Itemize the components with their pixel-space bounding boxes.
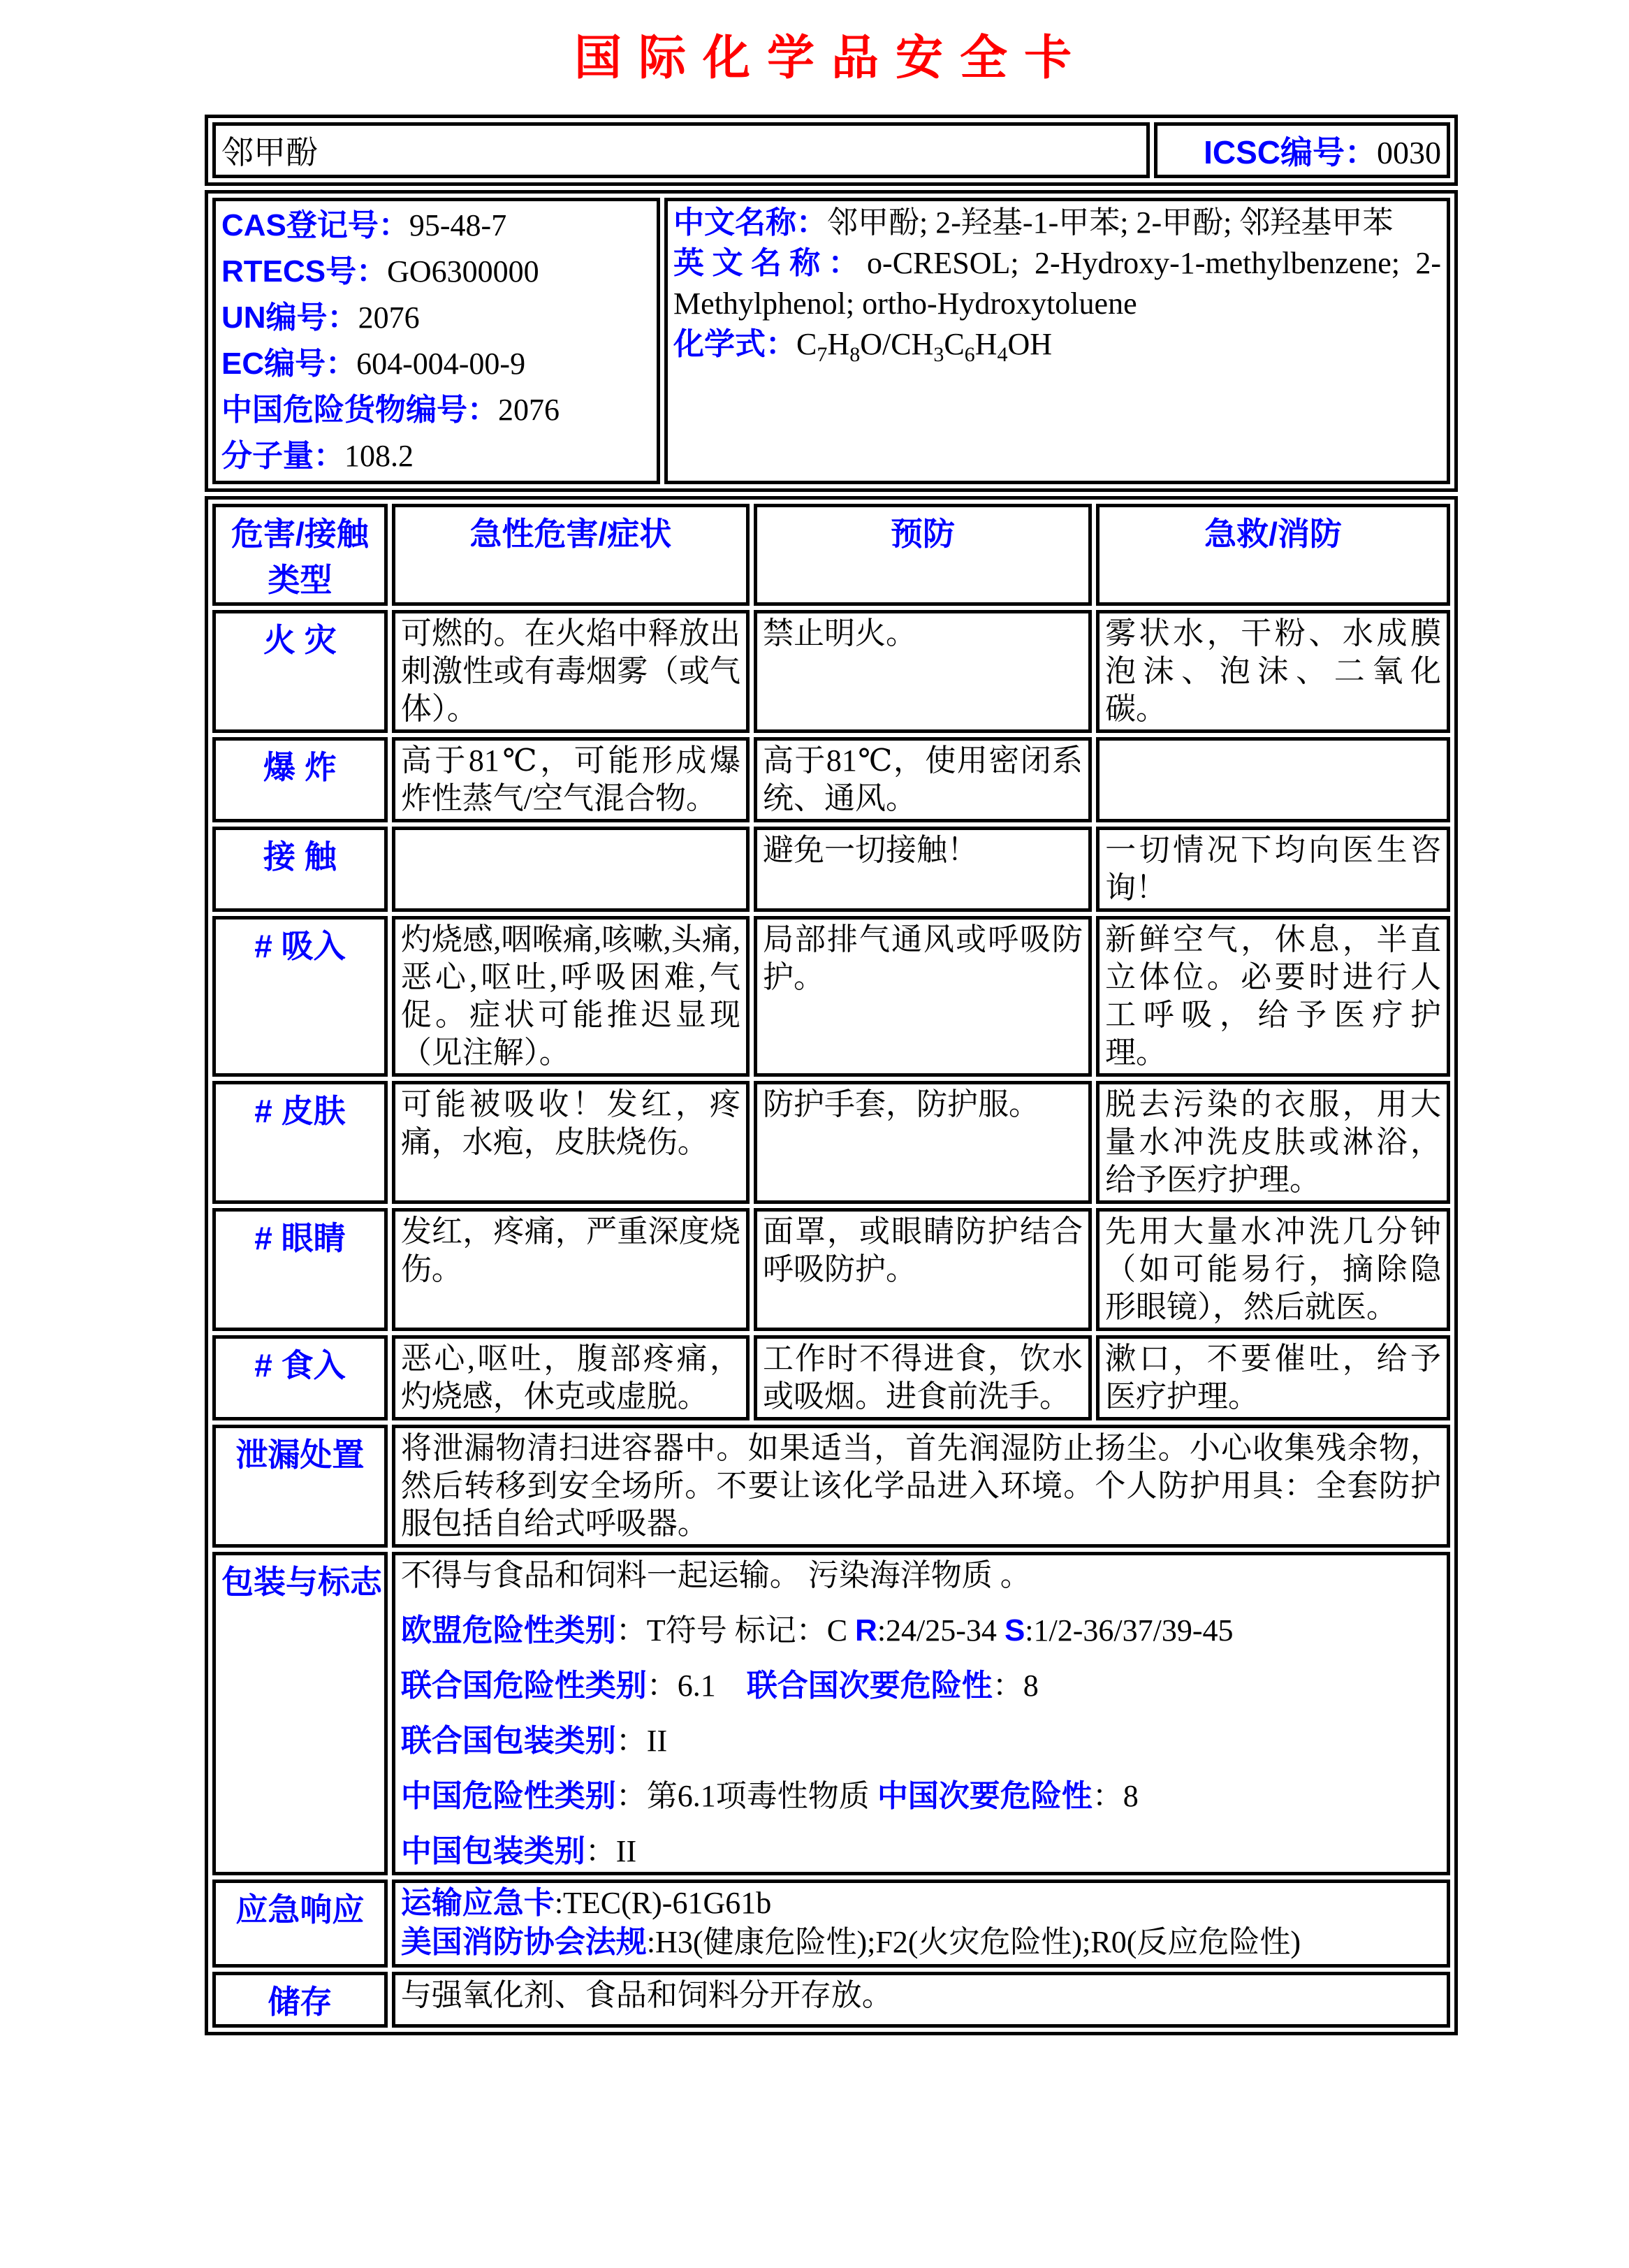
hazard-prevention-cell: 避免一切接触！ [754,827,1092,912]
english-name-line [673,243,1441,324]
field-value: :TEC(R)-61G61b [554,1886,772,1920]
field-value: 将泄漏物清扫进容器中。如果适当，首先润湿防止扬尘。小心收集残余物，然后转移到安全场所。不要让该化学品进入环境。个人防护用具：全套防护服包括自给式呼吸器。 [400,1431,1441,1541]
field-label: S [1004,1613,1025,1648]
registry-value: 108.2 [344,439,414,473]
hazard-prevention-cell: 禁止明火。 [754,610,1092,733]
field-value: C [944,327,965,361]
names-cell [664,198,1450,484]
hazard-firstaid-cell [1096,737,1450,822]
text-line [401,1833,1441,1870]
text-line [401,1884,1441,1922]
header-table [205,115,1458,186]
registry-label: RTECS号： [221,254,388,289]
icsc-number: 0030 [1377,135,1441,170]
field-value: 4 [997,342,1008,366]
field-label: 联合国包装类别 [400,1724,616,1758]
hazard-type-cell: 爆 炸 [212,737,388,822]
hazard-header-row [212,504,1450,606]
chinese-name-line [673,203,1441,243]
hazard-type-cell: 火 灾 [212,610,388,733]
text-line [401,1430,1441,1543]
hazard-row [212,1081,1450,1204]
field-label: 英文名称： [673,246,868,280]
field-value: 邻甲酚; 2-羟基-1-甲苯; 2-甲酚; 邻羟基甲苯 [827,205,1394,240]
registry-label: UN编号： [221,300,358,335]
field-value: ：T符号 标记：C [615,1613,856,1648]
hazard-prevention-cell: 高于81℃，使用密闭系统、通风。 [754,737,1092,822]
registry-line [221,387,651,433]
icsc-label: ICSC编号： [1204,134,1377,170]
hazard-firstaid-cell: 先用大量水冲洗几分钟（如可能易行，摘除隐形眼镜），然后就医。 [1096,1208,1450,1331]
chemical-formula-line [673,324,1441,365]
field-label: 化学式： [673,327,797,361]
hazard-symptoms-cell: 可燃的。在火焰中释放出刺激性或有毒烟雾（或气体）。 [392,610,750,733]
field-value: 6 [964,342,975,366]
hazard-row [212,610,1450,733]
hazard-row [212,1208,1450,1331]
hazard-row [212,737,1450,822]
field-label: R [855,1613,877,1648]
registry-line [221,249,651,295]
registry-line [221,341,651,387]
text-line [401,1977,1441,2014]
header-row [212,122,1450,178]
text-line [401,1722,1441,1760]
hazard-firstaid-cell: 新鲜空气，休息，半直立体位。必要时进行人工呼吸，给予医疗护理。 [1096,916,1450,1077]
field-label: 联合国危险性类别 [400,1669,647,1703]
packaging-label: 包装与标志 [212,1552,388,1875]
field-value: H [827,327,850,361]
hazard-symptoms-cell: 高于81℃，可能形成爆炸性蒸气/空气混合物。 [392,737,750,822]
field-value: OH [1007,327,1053,361]
field-value: O/CH [860,327,934,361]
text-line [401,1557,1441,1594]
field-label: 中国次要危险性 [877,1779,1093,1813]
hazard-header-type: 危害/接触类型 [212,504,388,606]
hazard-type-cell: 接 触 [212,827,388,912]
hazard-type-cell: # 眼睛 [212,1208,388,1331]
text-line [401,1924,1441,1961]
field-value: 8 [849,342,861,366]
field-value: 不得与食品和饲料一起运输。 污染海洋物质 。 [400,1558,1031,1592]
registry-line [221,295,651,341]
spill-row [212,1425,1450,1548]
hazard-symptoms-cell [392,827,750,912]
field-label: 美国消防协会法规 [400,1925,647,1959]
field-value: ：第6.1项毒性物质 [615,1779,877,1813]
hazard-symptoms-cell: 可能被吸收！发红，疼痛，水疱，皮肤烧伤。 [392,1081,750,1204]
registry-label: 中国危险货物编号： [221,393,498,427]
field-label: 运输应急卡 [400,1886,555,1920]
hazard-header-symptoms: 急性危害/症状 [392,504,750,606]
hazard-row [212,916,1450,1077]
field-label: 联合国次要危险性 [746,1669,993,1703]
field-value: 7 [817,342,828,366]
hazard-type-cell: # 食入 [212,1335,388,1420]
field-value: H [974,327,998,361]
spill-content [392,1425,1450,1548]
registry-value: 2076 [498,393,560,427]
hazard-firstaid-cell: 一切情况下均向医生咨询！ [1096,827,1450,912]
field-value: ：II [615,1724,668,1758]
emergency-content [392,1880,1450,1968]
icsc-number-cell [1154,122,1450,178]
hazard-table [205,496,1458,2035]
hazard-prevention-cell: 局部排气通风或呼吸防护。 [754,916,1092,1077]
field-label: 欧盟危险性类别 [400,1613,616,1648]
emergency-label: 应急响应 [212,1880,388,1968]
hazard-symptoms-cell: 恶心,呕吐，腹部疼痛，灼烧感，休克或虚脱。 [392,1335,750,1420]
hazard-prevention-cell: 面罩，或眼睛防护结合呼吸防护。 [754,1208,1092,1331]
registry-value: 95-48-7 [409,208,507,242]
hazard-firstaid-cell: 雾状水，干粉、水成膜泡沫、泡沫、二氧化碳。 [1096,610,1450,733]
hazard-firstaid-cell: 漱口，不要催吐，给予医疗护理。 [1096,1335,1450,1420]
spill-label: 泄漏处置 [212,1425,388,1548]
packaging-content [392,1552,1450,1875]
registry-line [221,433,651,479]
field-value: ：8 [992,1669,1039,1703]
hazard-prevention-cell: 工作时不得进食，饮水或吸烟。进食前洗手。 [754,1335,1092,1420]
registry-label: CAS登记号： [221,208,409,242]
field-label: 中国危险性类别 [400,1779,616,1813]
hazard-header-firstaid: 急救/消防 [1096,504,1450,606]
hazard-symptoms-cell: 发红，疼痛，严重深度烧伤。 [392,1208,750,1331]
page-title: 国际化学品安全卡 [574,31,1088,85]
field-value: :H3(健康危险性);F2(火灾危险性);R0(反应危险性) [646,1925,1301,1959]
hazard-type-cell: # 皮肤 [212,1081,388,1204]
field-value: o-CRESOL; 2-Hydroxy-1-methylbenzene; 2-Methylphenol; ortho-Hydroxytoluene [673,246,1442,321]
field-value: :1/2-36/37/39-45 [1025,1613,1234,1648]
registry-label: 分子量： [221,439,344,473]
field-value: ：8 [1092,1779,1139,1813]
hazard-row [212,827,1450,912]
field-value: ：6.1 [646,1669,747,1703]
field-value: 3 [933,342,944,366]
storage-label: 储存 [212,1972,388,2028]
registry-value: 2076 [358,300,420,335]
field-value: ：II [585,1834,637,1868]
safety-card-page [205,28,1458,2035]
registry-label: EC编号： [221,347,357,381]
hazard-prevention-cell: 防护手套，防护服。 [754,1081,1092,1204]
field-label: 中国包装类别 [400,1834,585,1868]
hazard-symptoms-cell: 灼烧感,咽喉痛,咳嗽,头痛,恶心,呕吐,呼吸困难,气促。症状可能推迟显现（见注解）。 [392,916,750,1077]
storage-content [392,1972,1450,2028]
emergency-row [212,1880,1450,1968]
field-label: 中文名称： [673,205,828,240]
identity-table [205,190,1458,492]
field-value: :24/25-34 [877,1613,1005,1648]
hazard-row [212,1335,1450,1420]
text-line [401,1667,1441,1705]
field-value: C [796,327,817,361]
packaging-row [212,1552,1450,1875]
hazard-firstaid-cell: 脱去污染的衣服，用大量水冲洗皮肤或淋浴，给予医疗护理。 [1096,1081,1450,1204]
field-value: 与强氧化剂、食品和饲料分开存放。 [400,1978,893,2012]
registry-line [221,203,651,249]
text-line [401,1778,1441,1815]
registry-value: 604-004-00-9 [356,347,526,381]
text-line [401,1612,1441,1650]
storage-row [212,1972,1450,2028]
substance-name: 邻甲酚 [212,122,1150,178]
hazard-type-cell: # 吸入 [212,916,388,1077]
hazard-rows [212,610,1450,1420]
hazard-header-prevention: 预防 [754,504,1092,606]
identity-row [212,198,1450,484]
registry-ids-cell [212,198,660,484]
registry-value: GO6300000 [387,254,539,289]
